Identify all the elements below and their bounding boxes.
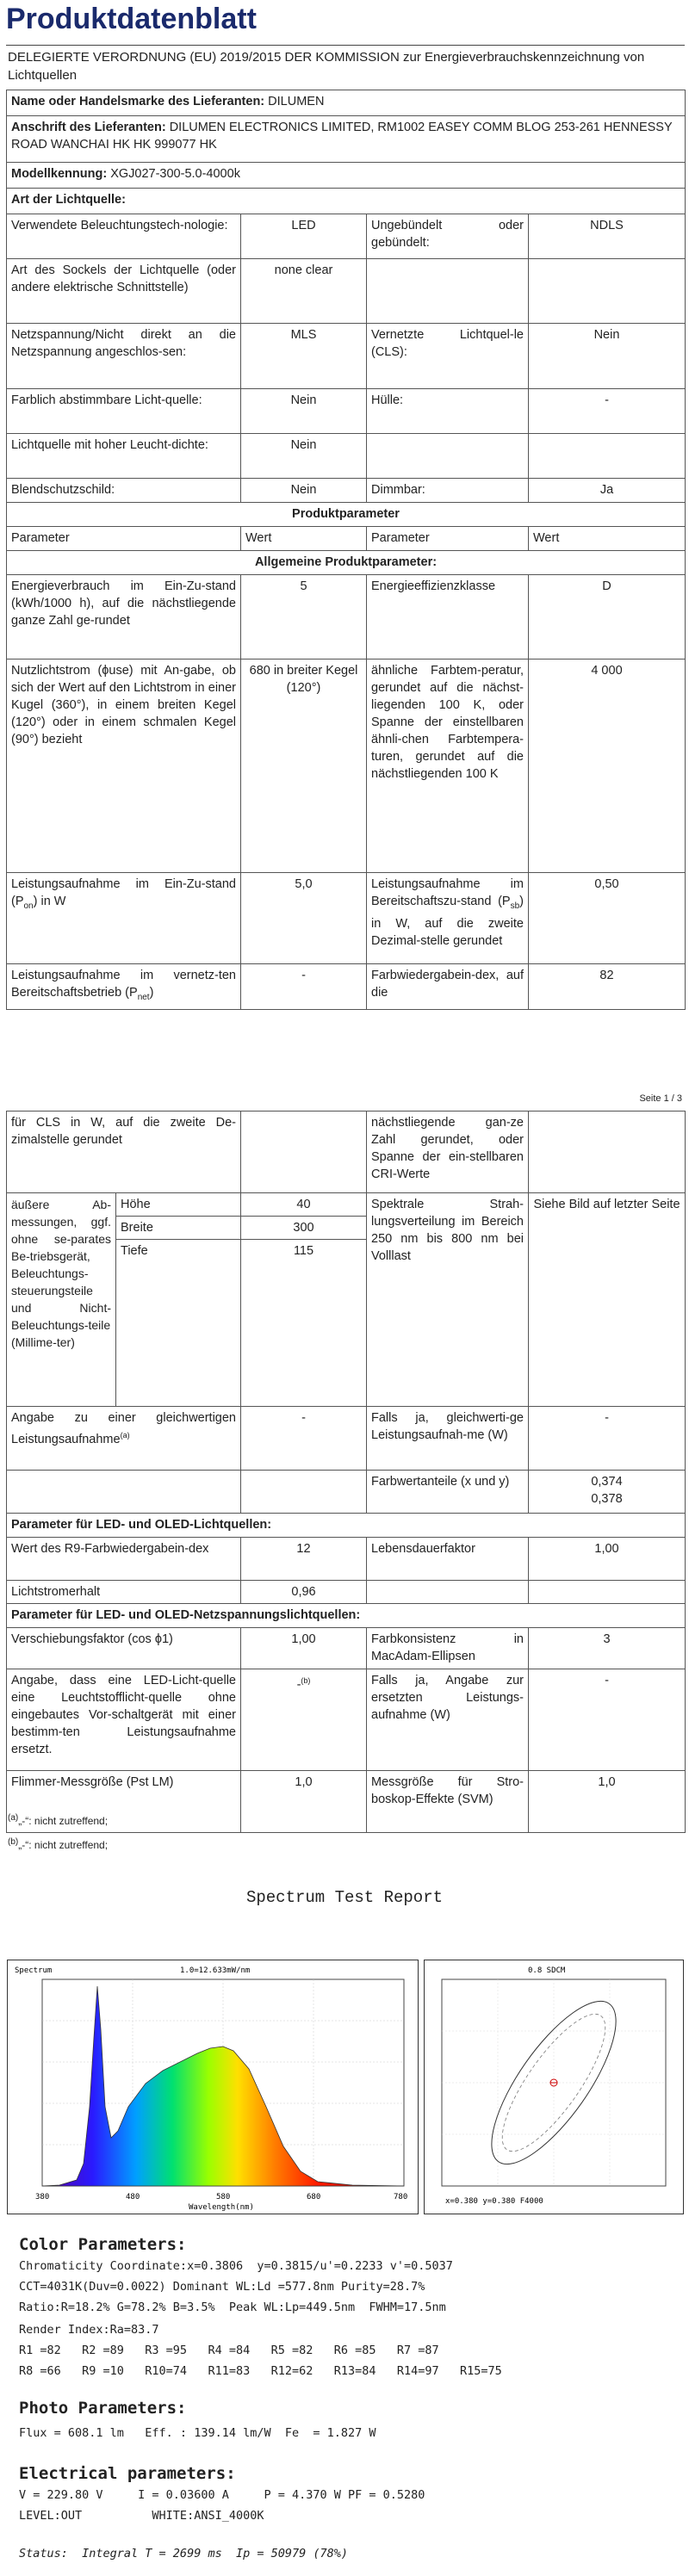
r9-value: 12 <box>241 1538 367 1581</box>
maintenance-value: 0,96 <box>241 1581 367 1604</box>
unbundled-label: Ungebündelt oder gebündelt: <box>367 214 529 259</box>
supplier-address-row: Anschrift des Lieferanten: DILUMEN ELECTRONICS LIMITED, RM1002 EASEY COMM BLOG 253-261 HENNESSY ROAD WANCHAI HK HK 999077 HK <box>7 116 686 163</box>
electrical-line-1: V = 229.80 V I = 0.03600 A P = 4.370 W PF = 0.5280 <box>19 2488 425 2502</box>
unbundled-value: NDLS <box>529 214 686 259</box>
envelope-value: - <box>529 389 686 434</box>
depth-value: 115 <box>241 1240 367 1407</box>
flux-value: 680 in breiter Kegel (120°) <box>241 659 367 873</box>
height-label: Höhe <box>116 1193 241 1217</box>
flux-label: Nutzlichtstrom (ϕuse) mit An-gabe, ob sich der Wert auf den Lichtstrom in einer Kugel (360°), in einem breiten Kegel (120°) oder in einem schmalen Kegel (90°) bezieht <box>7 659 241 873</box>
life-factor-label: Lebensdauerfaktor <box>367 1538 529 1581</box>
maintenance-label: Lichtstromerhalt <box>7 1581 241 1604</box>
led-params-header: Parameter für LED- und OLED-Lichtquellen: <box>7 1514 686 1538</box>
dimensions-label: äußere Ab-messungen, ggf. ohne se-parates Be-triebsgerät, Beleuchtungs-steuerungsteile und Nicht-Beleuchtungs-teile (Millime-ter) <box>7 1193 116 1407</box>
mains-label: Netzspannung/Nicht direkt an die Netzspannung angeschlos-sen: <box>7 324 241 389</box>
flicker-value: 1,0 <box>241 1771 367 1833</box>
chroma-label: Farbwertanteile (x und y) <box>367 1471 529 1514</box>
cie-chart <box>424 1960 684 2214</box>
col-value-2: Wert <box>529 527 686 551</box>
col-param-2: Parameter <box>367 527 529 551</box>
envelope-label: Hülle: <box>367 389 529 434</box>
model-row: Modellkennung: XGJ027-300-5.0-4000k <box>7 163 686 189</box>
depth-label: Tiefe <box>116 1240 241 1407</box>
tech-label: Verwendete Beleuchtungstech-nologie: <box>7 214 241 259</box>
svm-value: 1,0 <box>529 1771 686 1833</box>
color-params-header: Color Parameters: <box>19 2235 187 2254</box>
general-params-header: Allgemeine Produktparameter: <box>7 551 686 575</box>
psb-label: Leistungsaufnahme im Bereitschaftszu-stand $(P_{sb})$ in W, auf die zweite Dezimal-stelle gerundet <box>367 873 529 964</box>
cap-label: Art des Sockels der Lichtquelle (oder andere elektrische Schnittstelle) <box>7 259 241 324</box>
pf-label: Verschiebungsfaktor (cos ϕ1) <box>7 1628 241 1669</box>
cct-value: 4 000 <box>529 659 686 873</box>
cri-label: Farbwiedergabein-dex, auf die <box>367 964 529 1010</box>
color-value: Nein <box>241 389 367 434</box>
footnote-a: $^{(a)}$„-“: nicht zutreffend; <box>8 1813 109 1827</box>
replace-label: Angabe, dass eine LED-Licht-quelle eine Leuchtstofflicht-quelle ohne eingebautes Vor-schaltgerät mit einer bestimm-ten Leistungsaufnahme ersetzt. <box>7 1669 241 1771</box>
x-tick-480: 480 <box>126 2193 140 2201</box>
equiv2-label: Falls ja, gleichwerti-ge Leistungsaufnah-me (W) <box>367 1407 529 1471</box>
tech-value: LED <box>241 214 367 259</box>
supplier-name-row: Name oder Handelsmarke des Lieferanten: DILUMEN <box>7 90 686 116</box>
svm-label: Messgröße für Stro-boskop-Effekte (SVM) <box>367 1771 529 1833</box>
cri-cont-label: nächstliegende gan-ze Zahl gerundet, oder Spanne der ein-stellbaren CRI-Werte <box>367 1112 529 1193</box>
x-tick-580: 580 <box>216 2193 231 2201</box>
r9-label: Wert des R9-Farbwiedergabein-dex <box>7 1538 241 1581</box>
replace2-label: Falls ja, Angabe zur ersetzten Leistungs-aufnahme (W) <box>367 1669 529 1771</box>
life-factor-value: 1,00 <box>529 1538 686 1581</box>
cls-value: Nein <box>529 324 686 389</box>
spd-chart <box>7 1960 419 2214</box>
mains-params-header: Parameter für LED- und OLED-Netzspannungslichtquellen: <box>7 1604 686 1628</box>
product-params-header: Produktparameter <box>7 503 686 527</box>
x-axis-label: Wavelength(nm) <box>189 2203 254 2212</box>
regulation-text: DELEGIERTE VERORDNUNG (EU) 2019/2015 DER KOMMISSION zur Energieverbrauchskennzeichnung von Lichtquellen <box>8 50 645 83</box>
page-title: Produktdatenblatt <box>6 3 257 35</box>
spd-label: Spektrale Strah-lungsverteilung im Bereich 250 nm bis 800 nm bei Volllast <box>367 1193 529 1407</box>
x-tick-380: 380 <box>35 2193 50 2201</box>
macadam-label: Farbkonsistenz in MacAdam-Ellipsen <box>367 1628 529 1669</box>
macadam-value: 3 <box>529 1628 686 1669</box>
pnet-value: - <box>241 964 367 1010</box>
color-line-1: Chromaticity Coordinate:x=0.3806 y=0.3815/u'=0.2233 v'=0.5037 <box>19 2259 453 2273</box>
spd-curve <box>42 1986 404 2186</box>
high-luminance-label: Lichtquelle mit hoher Leucht-dichte: <box>7 434 241 479</box>
energy-value: 5 <box>241 575 367 659</box>
energy-label: Energieverbrauch im Ein-Zu-stand (kWh/1000 h), auf die nächstliegende ganze Zahl ge-rundet <box>7 575 241 659</box>
flicker-label: Flimmer-Messgröße (Pst LM) <box>7 1771 241 1833</box>
title-rule <box>6 45 685 46</box>
footnote-b: $^{(b)}$„-“: nicht zutreffend; <box>8 1837 109 1851</box>
spectrum-report-title: Spectrum Test Report <box>245 1888 444 1907</box>
color-line-2: CCT=4031K(Duv=0.0022) Dominant WL:Ld =577.8nm Purity=28.7% <box>19 2280 425 2294</box>
color-line-3: Ratio:R=18.2% G=78.2% B=3.5% Peak WL:Lp=449.5nm FWHM=17.5nm <box>19 2300 446 2314</box>
color-line-4: Render Index:Ra=83.7 <box>19 2323 159 2337</box>
x-tick-780: 780 <box>394 2193 408 2201</box>
mains-value: MLS <box>241 324 367 389</box>
datasheet-table-page2 <box>6 1111 685 1833</box>
datasheet-table-page1 <box>6 90 685 1010</box>
color-label: Farblich abstimmbare Licht-quelle: <box>7 389 241 434</box>
spd-value: Siehe Bild auf letzter Seite <box>529 1193 686 1407</box>
spd-peak-label: 1.0=12.633mW/nm <box>180 1966 251 1975</box>
replace-value: -$^{(b)}$ <box>241 1669 367 1771</box>
spd-label: Spectrum <box>15 1966 53 1975</box>
chroma-value: 0,374 0,378 <box>529 1471 686 1514</box>
cie-coordinates: x=0.380 y=0.380 F4000 <box>445 2197 543 2206</box>
energy-class-label: Energieeffizienzklasse <box>367 575 529 659</box>
color-line-6: R8 =66 R9 =10 R10=74 R11=83 R12=62 R13=84 R14=97 R15=75 <box>19 2364 502 2378</box>
page-number: Seite 1 / 3 <box>639 1093 682 1104</box>
high-luminance-value: Nein <box>241 434 367 479</box>
dimmable-label: Dimmbar: <box>367 479 529 503</box>
electrical-params-header: Electrical parameters: <box>19 2464 236 2483</box>
pnet-label: Leistungsaufnahme im vernetz-ten Bereitschaftsbetrieb $(P_{net})$ <box>7 964 241 1010</box>
photo-params-header: Photo Parameters: <box>19 2399 187 2418</box>
light-source-type-header: Art der Lichtquelle: <box>7 189 686 214</box>
width-label: Breite <box>116 1217 241 1240</box>
electrical-line-2: LEVEL:OUT WHITE:ANSI_4000K <box>19 2509 264 2523</box>
glare-label: Blendschutzschild: <box>7 479 241 503</box>
equiv-value: - <box>241 1407 367 1471</box>
glare-value: Nein <box>241 479 367 503</box>
pon-value: 5,0 <box>241 873 367 964</box>
pf-value: 1,00 <box>241 1628 367 1669</box>
x-tick-680: 680 <box>307 2193 321 2201</box>
col-value-1: Wert <box>241 527 367 551</box>
equiv2-value: - <box>529 1407 686 1471</box>
pnet-cont-label: für CLS in W, auf die zweite De-zimalstelle gerundet <box>7 1112 241 1193</box>
width-value: 300 <box>241 1217 367 1240</box>
psb-value: 0,50 <box>529 873 686 964</box>
height-value: 40 <box>241 1193 367 1217</box>
replace2-value: - <box>529 1669 686 1771</box>
equiv-label: Angabe zu einer gleichwertigen Leistungsaufnahme$^{(a)}$ <box>7 1407 241 1471</box>
photo-line: Flux = 608.1 lm Eff. : 139.14 lm/W Fe = 1.827 W <box>19 2426 376 2440</box>
color-line-5: R1 =82 R2 =89 R3 =95 R4 =84 R5 =82 R6 =85 R7 =87 <box>19 2344 439 2357</box>
cap-value: none clear <box>241 259 367 324</box>
status-line: Status: Integral T = 2699 ms Ip = 50979 (78%) <box>19 2547 349 2561</box>
cie-sdcm-label: 0.8 SDCM <box>528 1966 566 1975</box>
col-param-1: Parameter <box>7 527 241 551</box>
cct-label: ähnliche Farbtem-peratur, gerundet auf die nächst-liegenden 100 K, oder Spanne der einstellbaren ähnli-chen Farbtempera-turen, gerundet auf die nächstliegenden 100 K <box>367 659 529 873</box>
dimmable-value: Ja <box>529 479 686 503</box>
energy-class-value: D <box>529 575 686 659</box>
pon-label: Leistungsaufnahme im Ein-Zu-stand $(P_{on})$ in W <box>7 873 241 964</box>
cri-value: 82 <box>529 964 686 1010</box>
cls-label: Vernetzte Lichtquel-le (CLS): <box>367 324 529 389</box>
